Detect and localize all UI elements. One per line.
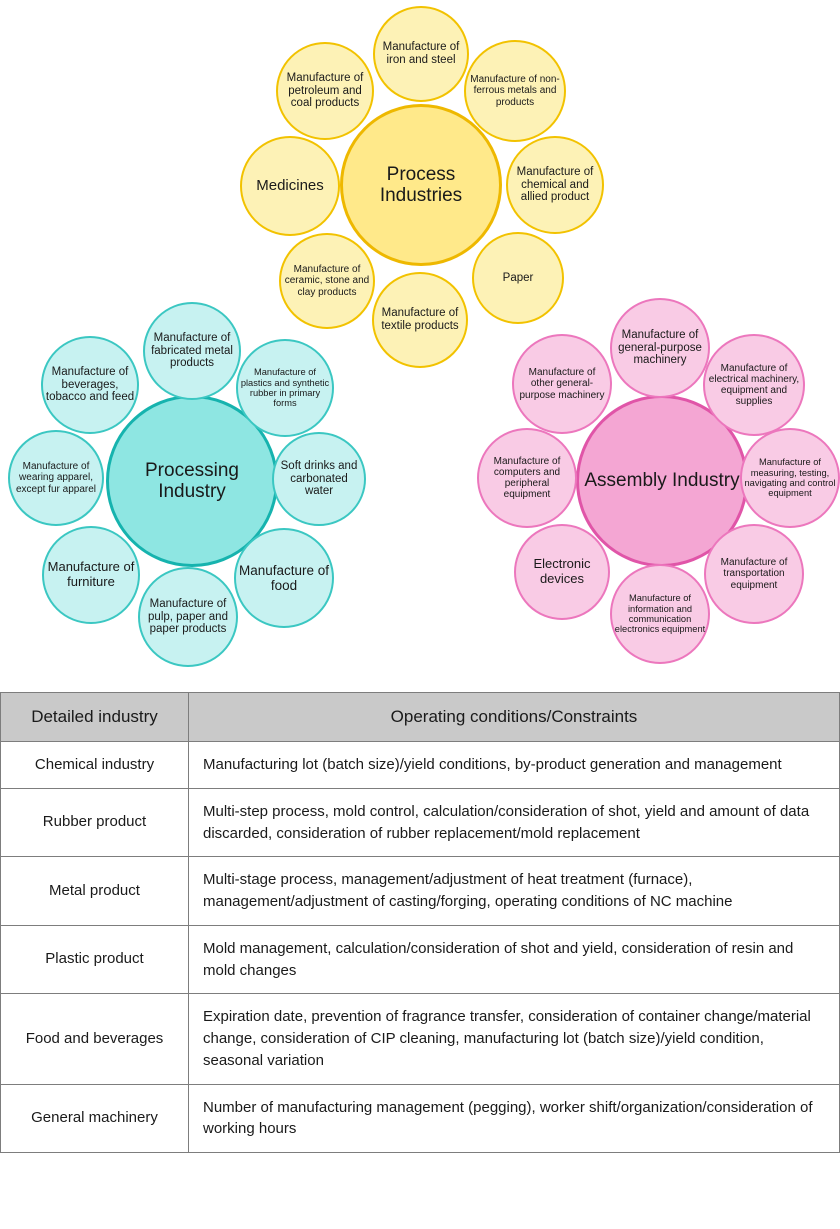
cell-industry: Food and beverages bbox=[1, 994, 189, 1084]
leaf-information-communication-electronics[interactable]: Manufacture of information and communication electronics equipment bbox=[610, 564, 710, 664]
cluster-processing-industry bbox=[8, 292, 368, 660]
leaf-electronic-devices[interactable]: Electronic devices bbox=[514, 524, 610, 620]
leaf-medicines[interactable]: Medicines bbox=[240, 136, 340, 236]
hub-process-industries[interactable] bbox=[340, 104, 502, 266]
operating-conditions-table bbox=[0, 692, 840, 1153]
leaf-chemical-allied-product[interactable]: Manufacture of chemical and allied product bbox=[506, 136, 604, 234]
leaf-measuring-testing-navigating[interactable]: Manufacture of measuring, testing, navigating and control equipment bbox=[740, 428, 840, 528]
cell-conditions: Multi-stage process, management/adjustment of heat treatment (furnace), management/adjustment of casting/forging, operating conditions of NC machine bbox=[189, 857, 840, 926]
leaf-plastics-synthetic-rubber[interactable]: Manufacture of plastics and synthetic rubber in primary forms bbox=[236, 339, 334, 437]
cluster-assembly-industry bbox=[474, 292, 840, 660]
cell-industry: Rubber product bbox=[1, 788, 189, 857]
leaf-wearing-apparel[interactable]: Manufacture of wearing apparel, except fur apparel bbox=[8, 430, 104, 526]
leaf-iron-and-steel[interactable]: Manufacture of iron and steel bbox=[373, 6, 469, 102]
leaf-computers-peripheral-equipment[interactable]: Manufacture of computers and peripheral equipment bbox=[477, 428, 577, 528]
cell-conditions: Multi-step process, mold control, calculation/consideration of shot, yield and amount of data discarded, consideration of rubber replacement/mold replacement bbox=[189, 788, 840, 857]
leaf-textile-products[interactable]: Manufacture of textile products bbox=[372, 272, 468, 368]
hub-label: Process Industries bbox=[379, 163, 463, 206]
leaf-pulp-paper-products[interactable]: Manufacture of pulp, paper and paper products bbox=[138, 567, 238, 667]
leaf-general-purpose-machinery[interactable]: Manufacture of general-purpose machinery bbox=[610, 298, 710, 398]
hub-label: Processing Industry bbox=[145, 459, 239, 502]
leaf-electrical-machinery[interactable]: Manufacture of electrical machinery, equipment and supplies bbox=[703, 334, 805, 436]
leaf-food[interactable]: Manufacture of food bbox=[234, 528, 334, 628]
leaf-beverages-tobacco-feed[interactable]: Manufacture of beverages, tobacco and feed bbox=[41, 336, 139, 434]
table-header-row bbox=[1, 693, 840, 742]
leaf-soft-drinks-carbonated-water[interactable]: Soft drinks and carbonated water bbox=[272, 432, 366, 526]
cell-industry: Plastic product bbox=[1, 925, 189, 994]
leaf-furniture[interactable]: Manufacture of furniture bbox=[42, 526, 140, 624]
leaf-ceramic-stone-clay[interactable]: Manufacture of ceramic, stone and clay products bbox=[279, 233, 375, 329]
leaf-paper[interactable]: Paper bbox=[472, 232, 564, 324]
table-row bbox=[1, 788, 840, 857]
cell-conditions: Mold management, calculation/consideration of shot and yield, consideration of resin and mold changes bbox=[189, 925, 840, 994]
cell-conditions: Number of manufacturing management (pegging), worker shift/organization/consideration of working hours bbox=[189, 1084, 840, 1153]
cell-conditions: Expiration date, prevention of fragrance transfer, consideration of container change/material change, consideration of CIP cleaning, manufacturing lot (batch size)/yield condition, seasonal variation bbox=[189, 994, 840, 1084]
hub-label: Assembly Industry bbox=[584, 470, 740, 492]
table-row bbox=[1, 994, 840, 1084]
header-operating-conditions: Operating conditions/Constraints bbox=[189, 693, 840, 742]
table-row bbox=[1, 925, 840, 994]
table-row bbox=[1, 742, 840, 789]
leaf-non-ferrous-metals[interactable]: Manufacture of non-ferrous metals and products bbox=[464, 40, 566, 142]
table-row bbox=[1, 857, 840, 926]
leaf-other-general-purpose-machinery[interactable]: Manufacture of other general-purpose machinery bbox=[512, 334, 612, 434]
header-detailed-industry: Detailed industry bbox=[1, 693, 189, 742]
leaf-petroleum-coal-products[interactable]: Manufacture of petroleum and coal products bbox=[276, 42, 374, 140]
leaf-fabricated-metal-products[interactable]: Manufacture of fabricated metal products bbox=[143, 302, 241, 400]
cell-conditions: Manufacturing lot (batch size)/yield conditions, by-product generation and management bbox=[189, 742, 840, 789]
cell-industry: Metal product bbox=[1, 857, 189, 926]
table-row bbox=[1, 1084, 840, 1153]
cell-industry: Chemical industry bbox=[1, 742, 189, 789]
cell-industry: General machinery bbox=[1, 1084, 189, 1153]
leaf-transportation-equipment[interactable]: Manufacture of transportation equipment bbox=[704, 524, 804, 624]
